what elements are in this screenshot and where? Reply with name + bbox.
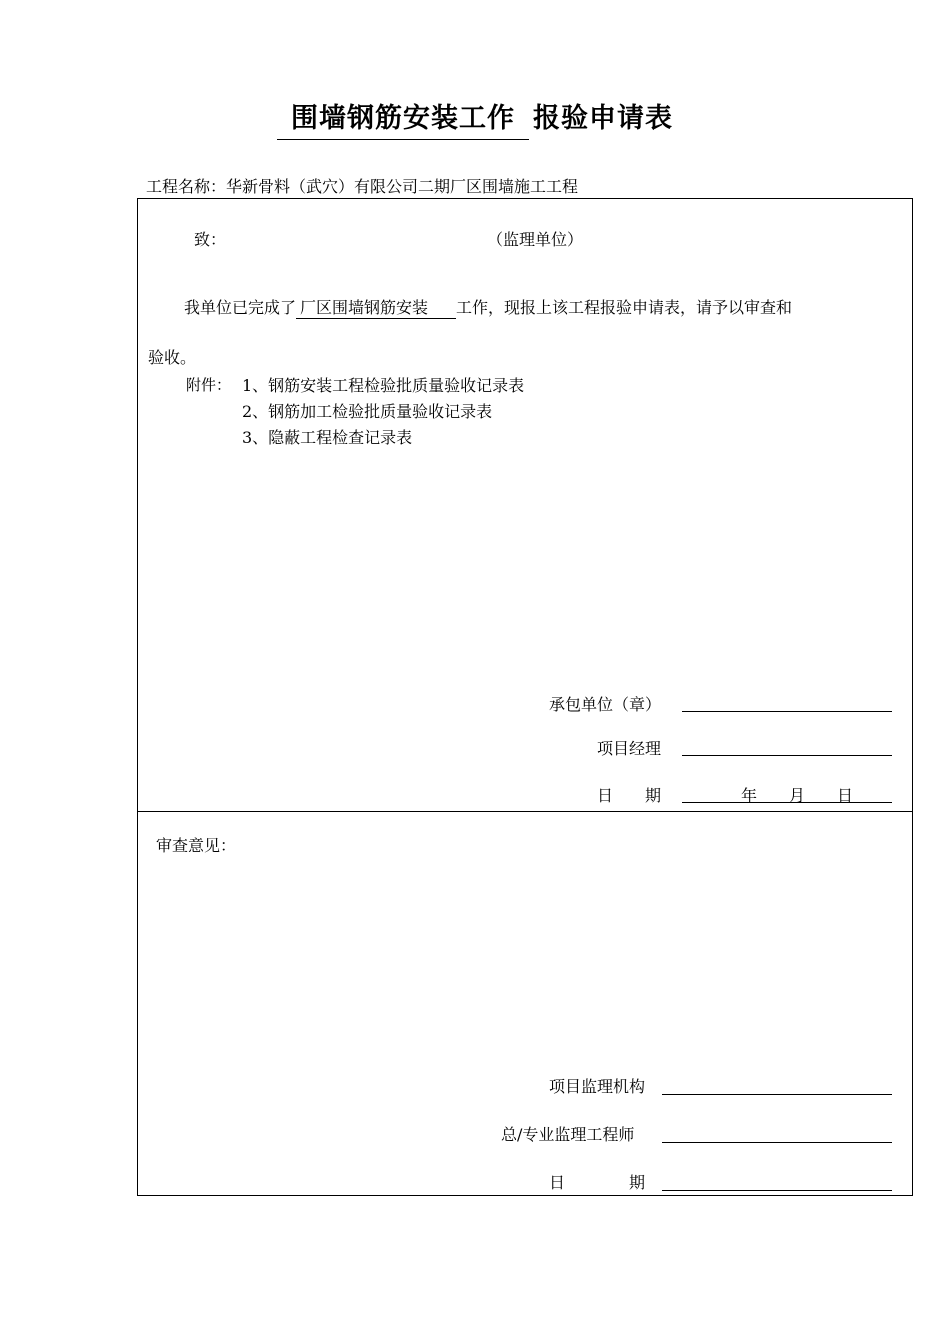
to-label: 致： xyxy=(194,230,227,249)
date-year: 年 xyxy=(741,786,758,805)
completion-statement xyxy=(184,295,792,319)
contractor-unit-line xyxy=(682,711,892,712)
project-name: 工程名称：华新骨料（武穴）有限公司二期厂区围墙施工工程 xyxy=(146,177,579,196)
title-part-1: 围墙钢筋安装工作 xyxy=(277,96,529,140)
review-date-label: 日 期 xyxy=(549,1173,646,1192)
page-title xyxy=(0,96,950,140)
form-table xyxy=(137,198,913,1196)
supervision-org-label: 项目监理机构 xyxy=(549,1077,646,1096)
review-opinion-label: 审查意见： xyxy=(156,836,237,855)
review-date-line xyxy=(662,1190,892,1191)
project-manager-label: 项目经理 xyxy=(597,739,662,758)
contractor-unit-label: 承包单位（章） xyxy=(549,695,662,714)
attachments-label: 附件： xyxy=(186,376,232,394)
date-day: 日 xyxy=(837,786,854,805)
contractor-date-line xyxy=(682,802,892,803)
title-part-2: 报验申请表 xyxy=(533,103,673,134)
work-item-field: 厂区围墙钢筋安装 xyxy=(296,295,456,319)
section-divider xyxy=(138,811,912,812)
supervisor-unit-label: （监理单位） xyxy=(487,230,584,249)
attachment-item-2: 2、钢筋加工检验批质量验收记录表 xyxy=(242,402,493,421)
statement-prefix: 我单位已完成了 xyxy=(184,298,297,317)
supervising-engineer-line xyxy=(662,1142,892,1143)
supervising-engineer-label: 总/专业监理工程师 xyxy=(501,1125,635,1144)
statement-continuation: 验收。 xyxy=(148,348,197,367)
attachment-item-3: 3、隐蔽工程检查记录表 xyxy=(242,428,413,447)
contractor-date-label: 日 期 xyxy=(597,786,662,805)
attachment-item-1: 1、钢筋安装工程检验批质量验收记录表 xyxy=(242,376,525,395)
date-month: 月 xyxy=(789,786,806,805)
project-manager-line xyxy=(682,755,892,756)
supervision-org-line xyxy=(662,1094,892,1095)
statement-suffix: 工作，现报上该工程报验申请表，请予以审查和 xyxy=(456,298,793,317)
